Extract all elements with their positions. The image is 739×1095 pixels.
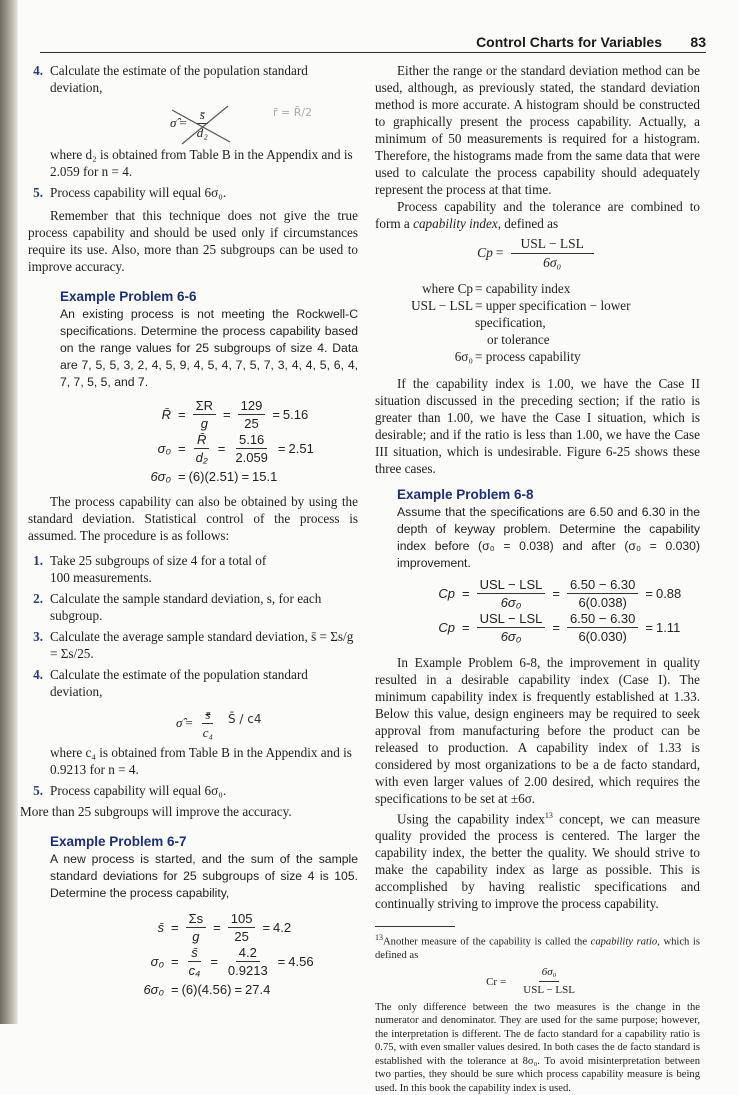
equation: 6σ₀ = (6)(2.51) = 15.1 (150, 468, 278, 484)
equation: 6σ₀ = (6)(4.56) = 27.4 (143, 981, 271, 997)
book-binding-shadow (0, 0, 18, 1024)
equation: σ₀ = $\frac{R̄}{\text{d₂}}$ = $\frac{5.16}{2.059}$ = 2.51 (157, 431, 314, 465)
handwritten-correction: S̄ / c4 (228, 712, 262, 726)
eq-den: d₂ (196, 124, 208, 140)
equation: Cp = $\frac{\text{USL − LSL}}{\text{6σ₀}}$ = $\frac{6.50 - 6.30}{6(0.030)}$ = 1.11 (438, 610, 681, 644)
list-item: 3. Calculate the average sample standard deviation, s̄ = Σs/g = Σs/25. (33, 629, 354, 661)
running-header-title: Control Charts for Variables (476, 34, 662, 50)
example-title: Example Problem 6-6 (60, 289, 197, 304)
strike-through-mark (168, 104, 238, 148)
list-text: Process capability will equal 6σ₀. (50, 185, 227, 200)
example-title: Example Problem 6-7 (50, 834, 187, 849)
paragraph: Using the capability index$^{13}$ concept, we can measure quality provided the process is centered. The larger the capability index, the better the quality. We should strive to make the capability index as large as possible. This is accomplished by having realistic specifications and continually striving to improve the process capability. (375, 811, 700, 912)
example-problem-6-6 (28, 289, 358, 487)
eq-num: s̄ (197, 107, 208, 124)
term-capability-index: capability index (413, 216, 498, 231)
example-problem-6-8 (375, 487, 700, 644)
paragraph: In Example Problem 6-8, the improvement in quality resulted in a desirable capability index (Case I). The minimum capability index is frequently established at 1.33. Below this value, design engineers may be required to seek approval from manufacturing before the product can be released to production. A capability index of 1.33 is considered by most organizations to be a de facto standard, with even larger values of 2.00 desired, which requires the specifications to be set at ±6σ. (375, 655, 700, 806)
list-item (28, 62, 358, 96)
equation: s̄ = $\frac{\Sigma s}{g}$ = $\frac{105}{25}$ = 4.2 (157, 910, 292, 944)
footnote-divider (375, 926, 455, 927)
equation: Cp = $\frac{\text{USL − LSL}}{\text{6σ₀}}$ = $\frac{6.50 - 6.30}{6(0.038)}$ = 0.88 (438, 576, 682, 610)
handwritten-note: r̄ = R̄/2 (273, 106, 313, 119)
paragraph: Process capability and the tolerance are combined to form a capability index, defined as (375, 199, 700, 231)
paragraph: More than 25 subgroups will improve the accuracy. (20, 804, 292, 819)
equation: R̄ = $\frac{\Sigma R}{g}$ = $\frac{129}{25}$ = 5.16 (161, 397, 309, 431)
paragraph: If the capability index is 1.00, we have the Case II situation discussed in the preceding section; if the ratio is greater than 1.00, we have the Case I situation, which is desirable; and if the ratio is less than 1.00, we have the Case III situation, which is undesirable. Figure 6-25 shows these three cases. (375, 376, 700, 476)
cr-formula: Cr = $\frac{\text{6σ₀}}{\text{USL − LSL}}$ (486, 966, 575, 997)
list-item: 4. Calculate the estimate of the population standard deviation, (33, 667, 308, 699)
example-text: An existing process is not meeting the Rockwell-C specifications. Determine the process capability based on the range values for 25 subgroups of size 4. Data are 7, 5, 5, 3, 2, 4, 5, 9, 4, 5, 4, 7, 5, 7, 3, 4, 4, 5, 6, 4, 7, 7, 5, 5, and 7. (60, 307, 358, 389)
paragraph: Remember that this technique does not give the true process capability and should be used only if circumstances require its use. Also, more than 25 subgroups can be used to improve accuracy. (28, 208, 358, 274)
running-header (40, 30, 706, 53)
list-item: 2. Calculate the sample standard deviation, s, for each subgroup. (33, 591, 322, 623)
footnote: $^{13}$Another measure of the capability is called the capability ratio, which is defined as Cr = $\frac{\text{6σ₀}}{\text{USL − LSL}}$ The only difference between the two measures is the change in the numerator and denominator. They are used for the same purpose; however, the interpretation is different. The de facto standard for a capability ratio is 0.75, with even smaller values desired. In both cases the de facto standard is established with the tolerance at 8σ₀. To avoid misinterpretation between two parties, they should be sure which process capability measure is being used. In this book the capability index is used. (375, 933, 701, 1094)
paragraph: Either the range or the standard deviation method can be used, although, as previously stated, the standard deviation method is more accurate. A histogram should be constructed to graphically present the process capability. Actually, a minimum of 50 measurements is required for a histogram. Therefore, the histograms made from the same data that were used to calculate the process capability should adequately represent the process at that time. (375, 63, 700, 197)
example-problem-6-7 (28, 834, 358, 1000)
list-item: 1. Take 25 subgroups of size 4 for a total of 100 measurements. (33, 553, 267, 585)
left-column (20, 62, 358, 1000)
eq-lhs: σ̂ (170, 115, 177, 130)
cp-formula: Cp = $\frac{\text{USL − LSL}}{\text{6σ₀}}$ (375, 232, 700, 274)
list-item (28, 146, 358, 180)
list-item (28, 184, 358, 201)
footnote-body: The only difference between the two measures is the change in the numerator and denominator. They are used for the same purpose; however, the interpretation is different. The de facto standard for a capability ratio is 0.75, with even smaller values desired. In both cases the de facto standard is established with the tolerance at 8σ₀. To avoid misinterpretation between two parties, they should be sure which process capability measure is being used. In this book the capability index is used. (375, 1001, 700, 1094)
example-title: Example Problem 6-8 (397, 487, 534, 502)
footnote-marker: 13 (375, 933, 383, 943)
example-text: A new process is started, and the sum of the sample standard deviations for 25 subgroups of size 4 is 105. Determine the process capability, (50, 852, 358, 900)
right-column (375, 62, 700, 1095)
list-number: 4. (33, 63, 43, 78)
c4-equation: σ̂ = $\frac{s̄}{\text{c₄}}$ S̄ / c4 (176, 706, 262, 740)
list-item: where c₄ is obtained from Table B in the Appendix and is 0.9213 for n = 4. (50, 745, 352, 777)
list-text: Calculate the estimate of the population standard deviation, (50, 63, 308, 95)
list-number: 5. (33, 185, 43, 200)
page-number: 83 (690, 34, 706, 50)
definition-list: where Cp = capability index USL − LSL = upper specification − lower specification, or tolerance 6σ₀ = process capability (411, 281, 631, 364)
paragraph: The process capability can also be obtained by using the standard deviation. Statistical control of the process is assumed. The procedure is as follows: (28, 494, 358, 543)
equation: σ₀ = $\frac{s̄}{\text{c₄}}$ = $\frac{4.2}{0.9213}$ = 4.56 (150, 944, 314, 978)
footnote-ref[interactable]: 13 (544, 811, 553, 820)
crossed-equation: σ̂ = $\frac{s̄}{\text{d₂}}$ r̄ = R̄/2 (28, 104, 358, 146)
list-item: 5. Process capability will equal 6σ₀. (33, 783, 227, 798)
example-text: Assume that the specifications are 6.50 and 6.30 in the depth of keyway problem. Determine the capability index before (σ₀ = 0.038) and after (σ₀ = 0.030) improvement. (397, 505, 700, 570)
list-text: where d₂ is obtained from Table B in the Appendix and is 2.059 for n = 4. (50, 147, 353, 179)
